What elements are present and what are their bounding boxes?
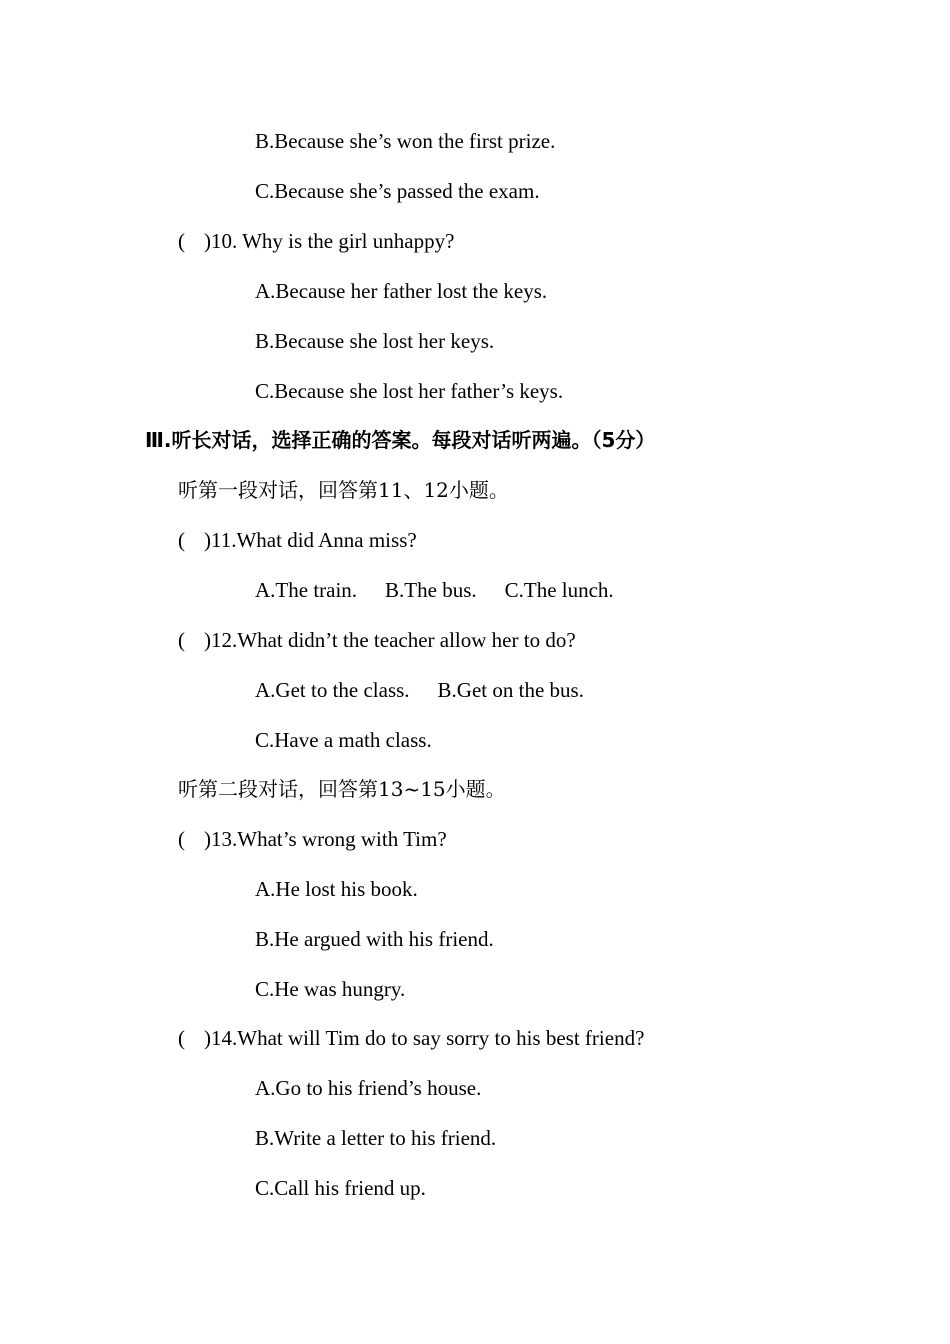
q12-options-ab: [255, 677, 584, 703]
q14-option-a: A.Go to his friend’s house.: [255, 1076, 482, 1100]
section-3-heading: Ⅲ.听长对话，选择正确的答案。每段对话听两遍。（5分）: [145, 428, 656, 452]
dialogue-2-intro: 听第二段对话，回答第13~15小题。: [178, 777, 506, 801]
q10-option-b: B.Because she lost her keys.: [255, 329, 495, 353]
q14-option-b: B.Write a letter to his friend.: [255, 1126, 497, 1150]
q9-option-c: C.Because she’s passed the exam.: [255, 179, 540, 203]
q10-stem: )10. Why is the girl unhappy?: [204, 229, 455, 253]
q11-stem: )11.What did Anna miss?: [204, 528, 417, 552]
q13-question: [178, 826, 447, 852]
q10-option-a: A.Because her father lost the keys.: [255, 279, 548, 303]
q13-stem: )13.What’s wrong with Tim?: [204, 827, 447, 851]
q14-question: [178, 1025, 644, 1051]
q11-option-b: B.The bus.: [385, 578, 477, 602]
q12-question: [178, 627, 576, 653]
q11-options: [255, 577, 614, 603]
q13-option-c: C.He was hungry.: [255, 977, 406, 1001]
q14-option-c: C.Call his friend up.: [255, 1176, 426, 1200]
q11-option-a: A.The train.: [255, 578, 358, 602]
q10-option-c: C.Because she lost her father’s keys.: [255, 379, 564, 403]
answer-blank[interactable]: (: [178, 229, 185, 253]
q12-option-c: C.Have a math class.: [255, 728, 432, 752]
q14-stem: )14.What will Tim do to say sorry to his best friend?: [204, 1026, 645, 1050]
q12-option-b: B.Get on the bus.: [437, 678, 584, 702]
q10-question: [178, 228, 454, 254]
q9-option-b: B.Because she’s won the first prize.: [255, 129, 556, 153]
dialogue-1-intro: 听第一段对话，回答第11、12小题。: [178, 478, 509, 502]
q11-option-c: C.The lunch.: [504, 578, 614, 602]
q11-question: [178, 527, 417, 553]
answer-blank[interactable]: (: [178, 827, 185, 851]
answer-blank[interactable]: (: [178, 528, 185, 552]
q13-option-b: B.He argued with his friend.: [255, 927, 494, 951]
answer-blank[interactable]: (: [178, 1026, 185, 1050]
q12-option-a: A.Get to the class.: [255, 678, 410, 702]
q13-option-a: A.He lost his book.: [255, 877, 418, 901]
answer-blank[interactable]: (: [178, 628, 185, 652]
q12-stem: )12.What didn’t the teacher allow her to do?: [204, 628, 576, 652]
